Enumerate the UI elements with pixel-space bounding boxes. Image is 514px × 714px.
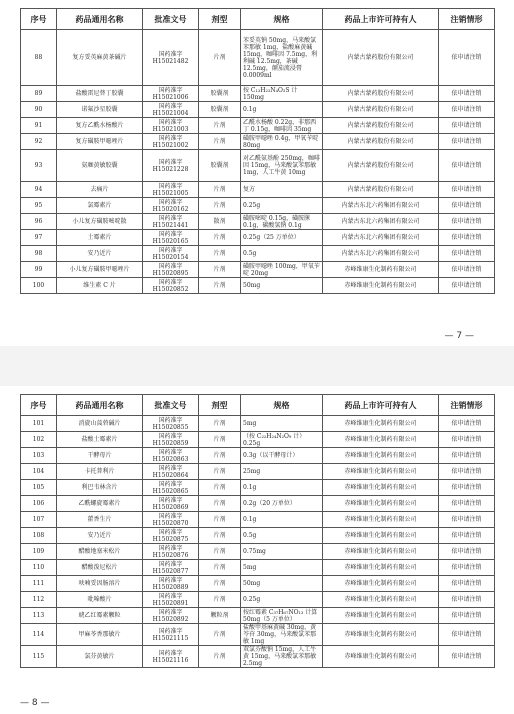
cell-dosage-form: 片剂: [199, 624, 241, 646]
cell-approval-number: 国药准字 H15020875: [143, 528, 199, 544]
cell-holder: 内蒙古蒙药股份有限公司: [323, 150, 439, 182]
cell-dosage-form: 片剂: [199, 528, 241, 544]
cell-cancellation-status: 依申请注销: [439, 576, 495, 592]
cell-dosage-form: 片剂: [199, 198, 241, 214]
table-row: [21, 102, 495, 118]
table-row: [21, 560, 495, 576]
cell-drug-name: 复方乙酰水杨酸片: [57, 118, 143, 134]
table-row: [21, 496, 495, 512]
cell-holder: 内蒙古蒙药股份有限公司: [323, 86, 439, 102]
cell-drug-name: 复方妥英麻黄茶碱片: [57, 30, 143, 86]
cell-cancellation-status: 依申请注销: [439, 262, 495, 278]
cell-dosage-form: 片剂: [199, 448, 241, 464]
cell-dosage-form: 片剂: [199, 512, 241, 528]
cell-drug-name: 卡托普利片: [57, 464, 143, 480]
cell-holder: 赤峰维康生化制药有限公司: [323, 496, 439, 512]
table-row: [21, 416, 495, 432]
document-page-7: [0, 0, 514, 346]
cell-approval-number: 国药准字 H15020869: [143, 496, 199, 512]
cell-approval-number: 国药准字 H15020855: [143, 416, 199, 432]
cell-serial: 95: [21, 198, 57, 214]
cell-approval-number: 国药准字 H15021482: [143, 30, 199, 86]
cell-serial: 109: [21, 544, 57, 560]
cell-approval-number: 国药准字 H15020154: [143, 246, 199, 262]
table-row: [21, 464, 495, 480]
cell-dosage-form: 胶囊剂: [199, 86, 241, 102]
header-holder: 药品上市许可持有人: [323, 395, 439, 416]
header-specification: 规格: [241, 395, 323, 416]
cell-specification: 25mg: [241, 464, 323, 480]
cell-specification: 0.1g: [241, 480, 323, 496]
cell-cancellation-status: 依申请注销: [439, 86, 495, 102]
cell-specification: 0.5g: [241, 528, 323, 544]
header-drug-name: 药品通用名称: [57, 395, 143, 416]
cell-dosage-form: 片剂: [199, 646, 241, 668]
cell-dosage-form: 片剂: [199, 432, 241, 448]
cell-specification: 按 C₁₃H₂₂N₄O₃S 计 150mg: [241, 86, 323, 102]
document-page-8: [0, 386, 514, 714]
cell-specification: 磺胺甲噁唑 100mg，甲氧苄啶 20mg: [241, 262, 323, 278]
cell-serial: 94: [21, 182, 57, 198]
cell-dosage-form: 散剂: [199, 214, 241, 230]
cell-cancellation-status: 依申请注销: [439, 118, 495, 134]
cell-drug-name: 吡嗪酸片: [57, 592, 143, 608]
cell-serial: 112: [21, 592, 57, 608]
cell-specification: 0.25g: [241, 592, 323, 608]
cell-serial: 110: [21, 560, 57, 576]
cell-dosage-form: 片剂: [199, 278, 241, 294]
cell-approval-number: 国药准字 H15020891: [143, 592, 199, 608]
cell-drug-name: 小儿复方磺胺甲噁唑片: [57, 262, 143, 278]
cell-serial: 111: [21, 576, 57, 592]
cell-holder: 赤峰维康生化制药有限公司: [323, 480, 439, 496]
table-row: [21, 278, 495, 294]
header-serial: 序号: [21, 9, 57, 30]
cell-cancellation-status: 依申请注销: [439, 134, 495, 150]
cell-specification: 乙酰水杨酸 0.22g，非那西丁 0.15g，咖啡因 35mg: [241, 118, 323, 134]
cell-approval-number: 国药准字 H15021115: [143, 624, 199, 646]
cell-holder: 赤峰维康生化制药有限公司: [323, 646, 439, 668]
cell-serial: 92: [21, 134, 57, 150]
cell-serial: 114: [21, 624, 57, 646]
cell-approval-number: 国药准字 H15020165: [143, 230, 199, 246]
cell-serial: 102: [21, 432, 57, 448]
cell-approval-number: 国药准字 H15020892: [143, 608, 199, 624]
cell-dosage-form: 片剂: [199, 182, 241, 198]
table-row: [21, 118, 495, 134]
cell-cancellation-status: 依申请注销: [439, 432, 495, 448]
cell-holder: 赤峰维康生化制药有限公司: [323, 528, 439, 544]
cell-specification: 对乙酰氨基酚 250mg，咖啡因 15mg，马来酸氯苯那敏 1mg，人工牛黄 10mg: [241, 150, 323, 182]
cell-dosage-form: 片剂: [199, 246, 241, 262]
cell-dosage-form: 颗粒剂: [199, 608, 241, 624]
cell-approval-number: 国药准字 H15020865: [143, 480, 199, 496]
cell-drug-name: 复方磺胺甲噁唑片: [57, 134, 143, 150]
cell-dosage-form: 片剂: [199, 416, 241, 432]
table-row: [21, 262, 495, 278]
cell-holder: 内蒙古东北六药集团有限公司: [323, 214, 439, 230]
header-dosage-form: 剂型: [199, 395, 241, 416]
cell-dosage-form: 片剂: [199, 592, 241, 608]
cell-holder: 赤峰维康生化制药有限公司: [323, 262, 439, 278]
cell-specification: 苯妥英钠 50mg，马来酸氯苯那敏 1mg，盐酸麻黄碱 15mg，咖啡因 7.5mg，利利碱 12.5mg，茶碱 12.5mg，颠茄流浸膏 0.0009ml: [241, 30, 323, 86]
cell-specification: 磺胺甲噁唑 0.4g，甲氧苄啶 80mg: [241, 134, 323, 150]
cell-specification: 0.25g（25 万单位）: [241, 230, 323, 246]
table-row: [21, 544, 495, 560]
cell-dosage-form: 片剂: [199, 30, 241, 86]
table-row: [21, 150, 495, 182]
cell-holder: 赤峰维康生化制药有限公司: [323, 560, 439, 576]
cell-drug-name: 甲麻苓香那敏片: [57, 624, 143, 646]
header-specification: 规格: [241, 9, 323, 30]
cell-specification: 0.2g（20 万单位）: [241, 496, 323, 512]
table-row: [21, 230, 495, 246]
cell-dosage-form: 胶囊剂: [199, 102, 241, 118]
header-approval-number: 批准文号: [143, 9, 199, 30]
cell-approval-number: 国药准字 H15020877: [143, 560, 199, 576]
cell-serial: 103: [21, 448, 57, 464]
cell-holder: 赤峰维康生化制药有限公司: [323, 464, 439, 480]
header-dosage-form: 剂型: [199, 9, 241, 30]
cell-drug-name: 利巴韦林含片: [57, 480, 143, 496]
cell-serial: 105: [21, 480, 57, 496]
cell-approval-number: 国药准字 H15020863: [143, 448, 199, 464]
header-holder: 药品上市许可持有人: [323, 9, 439, 30]
cell-specification: 0.3g（以干酵母计）: [241, 448, 323, 464]
cell-approval-number: 国药准字 H15021003: [143, 118, 199, 134]
cell-drug-name: 消旋山莨菪碱片: [57, 416, 143, 432]
cell-holder: 赤峰维康生化制药有限公司: [323, 592, 439, 608]
table-row: [21, 512, 495, 528]
cell-cancellation-status: 依申请注销: [439, 646, 495, 668]
cell-drug-name: 乙酰螺旋霉素片: [57, 496, 143, 512]
cell-cancellation-status: 依申请注销: [439, 544, 495, 560]
cell-serial: 115: [21, 646, 57, 668]
table-row: [21, 246, 495, 262]
cell-approval-number: 国药准字 H15021228: [143, 150, 199, 182]
cell-holder: 赤峰维康生化制药有限公司: [323, 544, 439, 560]
table-row: [21, 608, 495, 624]
cell-dosage-form: 片剂: [199, 134, 241, 150]
drug-cancellation-table: [20, 8, 495, 294]
cell-approval-number: 国药准字 H15020876: [143, 544, 199, 560]
cell-dosage-form: 片剂: [199, 480, 241, 496]
table-row: [21, 198, 495, 214]
cell-specification: 复方: [241, 182, 323, 198]
cell-dosage-form: 片剂: [199, 230, 241, 246]
cell-holder: 赤峰维康生化制药有限公司: [323, 416, 439, 432]
header-serial: 序号: [21, 395, 57, 416]
cell-drug-name: 盐酸土霉素片: [57, 432, 143, 448]
cell-cancellation-status: 依申请注销: [439, 150, 495, 182]
cell-holder: 赤峰维康生化制药有限公司: [323, 448, 439, 464]
cell-holder: 赤峰维康生化制药有限公司: [323, 576, 439, 592]
cell-holder: 赤峰维康生化制药有限公司: [323, 278, 439, 294]
cell-cancellation-status: 依申请注销: [439, 30, 495, 86]
cell-drug-name: 氯芬黄敏片: [57, 646, 143, 668]
cell-dosage-form: 片剂: [199, 464, 241, 480]
cell-holder: 赤峰维康生化制药有限公司: [323, 608, 439, 624]
cell-drug-name: 干酵母片: [57, 448, 143, 464]
cell-serial: 106: [21, 496, 57, 512]
cell-specification: 磺胺嘧啶 0.15g，磺胺脒 0.1g，碳酸氢钠 0.1g: [241, 214, 323, 230]
cell-holder: 赤峰维康生化制药有限公司: [323, 512, 439, 528]
cell-cancellation-status: 依申请注销: [439, 278, 495, 294]
cell-dosage-form: 片剂: [199, 496, 241, 512]
cell-drug-name: 琥乙红霉素颗粒: [57, 608, 143, 624]
cell-cancellation-status: 依申请注销: [439, 416, 495, 432]
cell-cancellation-status: 依申请注销: [439, 102, 495, 118]
table-row: [21, 134, 495, 150]
header-cancellation-status: 注销情形: [439, 395, 495, 416]
cell-dosage-form: 片剂: [199, 544, 241, 560]
cell-approval-number: 国药准字 H15020889: [143, 576, 199, 592]
cell-holder: 内蒙古东北六药集团有限公司: [323, 230, 439, 246]
cell-approval-number: 国药准字 H15021004: [143, 102, 199, 118]
cell-approval-number: 国药准字 H15020162: [143, 198, 199, 214]
cell-holder: 赤峰维康生化制药有限公司: [323, 432, 439, 448]
cell-serial: 113: [21, 608, 57, 624]
cell-cancellation-status: 依申请注销: [439, 528, 495, 544]
cell-dosage-form: 片剂: [199, 118, 241, 134]
cell-specification: 50mg: [241, 278, 323, 294]
cell-cancellation-status: 依申请注销: [439, 182, 495, 198]
cell-approval-number: 国药准字 H15020870: [143, 512, 199, 528]
cell-holder: 赤峰维康生化制药有限公司: [323, 624, 439, 646]
table-row: [21, 432, 495, 448]
cell-cancellation-status: 依申请注销: [439, 464, 495, 480]
cell-serial: 100: [21, 278, 57, 294]
cell-cancellation-status: 依申请注销: [439, 560, 495, 576]
cell-specification: 5mg: [241, 560, 323, 576]
cell-specification: （按 C₂₂H₂₄N₂O₉ 计） 0.25g: [241, 432, 323, 448]
cell-cancellation-status: 依申请注销: [439, 480, 495, 496]
cell-cancellation-status: 依申请注销: [439, 230, 495, 246]
cell-specification: 盐酸甲基麻黄碱 30mg，黄芩苷 30mg，马来酸氯苯那敏 1mg: [241, 624, 323, 646]
cell-drug-name: 小儿复方磺胺嘧啶散: [57, 214, 143, 230]
table-header-row: [21, 9, 495, 30]
table-row: [21, 480, 495, 496]
table-row: [21, 624, 495, 646]
cell-specification: 0.25g: [241, 198, 323, 214]
cell-specification: 0.75mg: [241, 544, 323, 560]
cell-serial: 90: [21, 102, 57, 118]
page-number: — 8 —: [20, 698, 50, 708]
cell-holder: 内蒙古东北六药集团有限公司: [323, 198, 439, 214]
cell-cancellation-status: 依申请注销: [439, 198, 495, 214]
cell-drug-name: 呋喃妥因肠溶片: [57, 576, 143, 592]
table-row: [21, 214, 495, 230]
cell-approval-number: 国药准字 H15020859: [143, 432, 199, 448]
table-row: [21, 592, 495, 608]
cell-holder: 内蒙古东北六药集团有限公司: [323, 246, 439, 262]
table-row: [21, 576, 495, 592]
cell-holder: 内蒙古蒙药股份有限公司: [323, 118, 439, 134]
cell-serial: 98: [21, 246, 57, 262]
cell-drug-name: 去痛片: [57, 182, 143, 198]
cell-drug-name: 安乃近片: [57, 528, 143, 544]
table-row: [21, 86, 495, 102]
cell-drug-name: 醋酸泼尼松片: [57, 560, 143, 576]
cell-serial: 89: [21, 86, 57, 102]
cell-approval-number: 国药准字 H15021006: [143, 86, 199, 102]
header-drug-name: 药品通用名称: [57, 9, 143, 30]
cell-serial: 107: [21, 512, 57, 528]
cell-serial: 96: [21, 214, 57, 230]
cell-drug-name: 醋酸地塞米松片: [57, 544, 143, 560]
drug-cancellation-table: [20, 394, 495, 668]
cell-specification: 0.1g: [241, 102, 323, 118]
table-row: [21, 528, 495, 544]
cell-dosage-form: 胶囊剂: [199, 150, 241, 182]
cell-holder: 内蒙古蒙药股份有限公司: [323, 134, 439, 150]
header-cancellation-status: 注销情形: [439, 9, 495, 30]
cell-approval-number: 国药准字 H15020864: [143, 464, 199, 480]
cell-drug-name: 安乃近片: [57, 246, 143, 262]
cell-holder: 内蒙古蒙药股份有限公司: [323, 102, 439, 118]
cell-specification: 0.1g: [241, 512, 323, 528]
cell-serial: 97: [21, 230, 57, 246]
cell-holder: 内蒙古蒙药股份有限公司: [323, 30, 439, 86]
cell-drug-name: 盐酸雷尼替丁胶囊: [57, 86, 143, 102]
cell-drug-name: 氨咖黄敏胶囊: [57, 150, 143, 182]
cell-dosage-form: 片剂: [199, 576, 241, 592]
cell-cancellation-status: 依申请注销: [439, 512, 495, 528]
cell-drug-name: 土霉素片: [57, 230, 143, 246]
cell-drug-name: 维生素 C 片: [57, 278, 143, 294]
cell-serial: 88: [21, 30, 57, 86]
cell-serial: 93: [21, 150, 57, 182]
cell-specification: 50mg: [241, 576, 323, 592]
table-row: [21, 646, 495, 668]
cell-dosage-form: 片剂: [199, 560, 241, 576]
table-row: [21, 448, 495, 464]
table-row: [21, 182, 495, 198]
cell-holder: 内蒙古蒙药股份有限公司: [323, 182, 439, 198]
table-header-row: [21, 395, 495, 416]
cell-specification: 双氯芬酸钠 15mg，人工牛黄 15mg，马来酸氯苯那敏 2.5mg: [241, 646, 323, 668]
cell-approval-number: 国药准字 H15020852: [143, 278, 199, 294]
cell-approval-number: 国药准字 H15021002: [143, 134, 199, 150]
cell-cancellation-status: 依申请注销: [439, 496, 495, 512]
cell-drug-name: 诺氟沙星胶囊: [57, 102, 143, 118]
cell-specification: 按红霉素 C₃₇H₆₇NO₁₃ 计算 50mg（5 万单位）: [241, 608, 323, 624]
cell-serial: 91: [21, 118, 57, 134]
cell-drug-name: 氯霉素片: [57, 198, 143, 214]
cell-serial: 101: [21, 416, 57, 432]
cell-approval-number: 国药准字 H15021441: [143, 214, 199, 230]
page-gap: [0, 346, 514, 386]
header-approval-number: 批准文号: [143, 395, 199, 416]
cell-cancellation-status: 依申请注销: [439, 624, 495, 646]
cell-approval-number: 国药准字 H15021116: [143, 646, 199, 668]
cell-cancellation-status: 依申请注销: [439, 592, 495, 608]
cell-drug-name: 藿香生片: [57, 512, 143, 528]
cell-serial: 104: [21, 464, 57, 480]
cell-dosage-form: 片剂: [199, 262, 241, 278]
cell-specification: 5mg: [241, 416, 323, 432]
cell-serial: 108: [21, 528, 57, 544]
cell-specification: 0.5g: [241, 246, 323, 262]
cell-approval-number: 国药准字 H15020895: [143, 262, 199, 278]
cell-serial: 99: [21, 262, 57, 278]
cell-cancellation-status: 依申请注销: [439, 246, 495, 262]
cell-cancellation-status: 依申请注销: [439, 608, 495, 624]
cell-cancellation-status: 依申请注销: [439, 214, 495, 230]
table-row: [21, 30, 495, 86]
page-number: — 7 —: [444, 331, 474, 341]
cell-cancellation-status: 依申请注销: [439, 448, 495, 464]
cell-approval-number: 国药准字 H15021005: [143, 182, 199, 198]
